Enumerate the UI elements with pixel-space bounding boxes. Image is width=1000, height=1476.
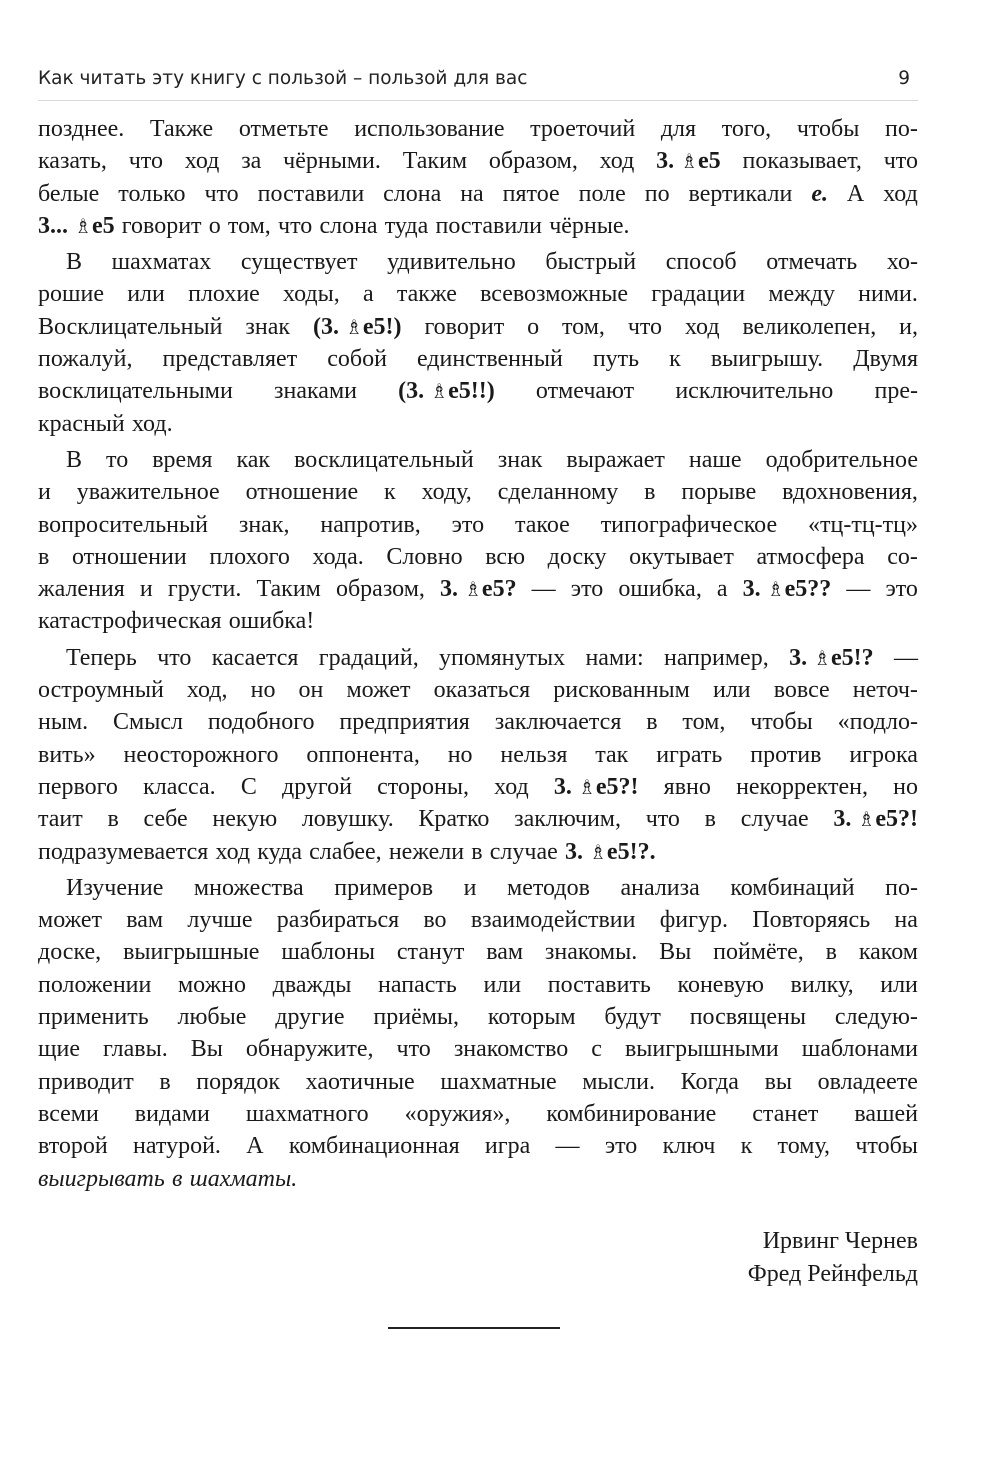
text-line: применить любые другие приёмы, которым будут посвящены следую-	[38, 1004, 918, 1031]
text-line: таит в себе некую ловушку. Кратко заключим, что в случае 3. ♗e5?!	[38, 803, 918, 835]
bishop-icon: ♗	[813, 645, 831, 670]
text-line: приводит в порядок хаотичные шахматные мысли. Когда вы овладеете	[38, 1068, 918, 1095]
move-notation: 3. ♗e5!?	[789, 644, 874, 671]
bishop-icon: ♗	[680, 149, 699, 174]
text-line: вить» неосторожного оппонента, но нельзя так играть против игрока	[38, 741, 918, 768]
text-line: В шахматах существует удивительно быстрый способ отмечать хо-	[66, 249, 918, 276]
bishop-icon: ♗	[430, 379, 449, 404]
text-line: остроумный ход, но он может оказаться рискованным или вовсе неточ-	[38, 677, 918, 704]
author-name: Ирвинг Чернев	[762, 1228, 918, 1254]
move-notation: 3. ♗e5?!	[553, 773, 639, 800]
bishop-icon: ♗	[857, 807, 876, 832]
text-line: первого класса. С другой стороны, ход 3. ♗e5?! явно некорректен, но	[38, 771, 918, 803]
chapter-title: Как читать эту книгу с пользой – пользой для вас	[38, 68, 528, 89]
text-line: позднее. Также отметьте использование троеточий для того, чтобы по-	[38, 116, 918, 142]
bishop-icon: ♗	[577, 774, 596, 799]
text-line: в отношении плохого хода. Словно всю доску окутывает атмосфера со-	[38, 543, 918, 570]
text-line: жаления и грусти. Таким образом, 3. ♗e5? — это ошибка, а 3. ♗e5?? — это	[38, 573, 918, 605]
bishop-icon: ♗	[74, 213, 92, 238]
text-line: катастрофическая ошибка!	[38, 608, 315, 635]
body-text	[38, 113, 918, 1195]
move-notation: 3. ♗e5?!	[833, 806, 918, 833]
text-line: доске, выигрышные шаблоны станут вам знакомы. Вы поймёте, в каком	[38, 939, 918, 966]
text-line: выигрывать в шахматы.	[38, 1165, 298, 1192]
author-name: Фред Рейнфельд	[747, 1261, 918, 1287]
text-line: красный ход.	[38, 410, 173, 437]
text-line: Восклицательный знак (3. ♗e5!) говорит о том, что ход великолепен, и,	[38, 311, 918, 343]
section-divider	[388, 1327, 560, 1329]
text-line: всеми видами шахматного «оружия», комбинирование станет вашей	[38, 1100, 918, 1127]
move-notation: 3... ♗e5	[38, 212, 115, 239]
text-line: рошие или плохие ходы, а также всевозможные градации между ними.	[38, 281, 918, 308]
text-line: 3... ♗e5 говорит о том, что слона туда поставили чёрные.	[38, 210, 918, 242]
move-notation: 3. ♗e5!?.	[564, 838, 656, 865]
text-line: второй натурой. А комбинационная игра — это ключ к тому, чтобы	[38, 1133, 918, 1160]
bishop-icon: ♗	[588, 839, 607, 864]
page-number: 9	[898, 68, 910, 89]
move-notation: 3. ♗e5??	[742, 576, 832, 603]
text-line: Теперь что касается градаций, упомянутых нами: например, 3. ♗e5!? —	[38, 642, 918, 674]
text-line: щие главы. Вы обнаружите, что знакомство с выигрышными шаблонами	[38, 1036, 918, 1063]
text-line: ным. Смысл подобного предприятия заключается в том, чтобы «подло-	[38, 709, 918, 736]
move-notation: (3. ♗e5!!)	[398, 378, 495, 405]
text-line: восклицательными знаками (3. ♗e5!!) отмечают исключительно пре-	[38, 375, 918, 407]
text-line: В то время как восклицательный знак выражает наше одобрительное	[66, 446, 918, 473]
signature-block	[748, 1225, 918, 1291]
text-line: казать, что ход за чёрными. Таким образом, ход 3. ♗e5 показывает, что	[38, 145, 918, 177]
bishop-icon: ♗	[344, 314, 363, 339]
text-line: пожалуй, представляет собой единственный путь к выигрышу. Двумя	[38, 346, 918, 373]
bishop-icon: ♗	[766, 577, 785, 602]
bishop-icon: ♗	[463, 577, 482, 602]
move-notation: 3. ♗e5?	[439, 576, 517, 603]
text-line: подразумевается ход куда слабее, нежели в случае 3. ♗e5!?.	[38, 836, 918, 868]
move-notation: (3. ♗e5!)	[312, 313, 402, 340]
text-line: Изучение множества примеров и методов анализа комбинаций по-	[66, 874, 918, 901]
move-notation: 3. ♗e5	[656, 148, 721, 175]
text-line: вопросительный знак, напротив, это такое типографическое «тц-тц-тц»	[38, 511, 918, 538]
text-line: может вам лучше разбираться во взаимодействии фигур. Повторяясь на	[38, 907, 918, 934]
text-line: положении можно дважды напасть или поставить коневую вилку, или	[38, 971, 918, 998]
text-line: белые только что поставили слона на пятое поле по вертикали e. А ход	[38, 180, 918, 207]
running-header	[38, 66, 918, 101]
text-line: и уважительное отношение к ходу, сделанному в порыве вдохновения,	[38, 479, 918, 506]
